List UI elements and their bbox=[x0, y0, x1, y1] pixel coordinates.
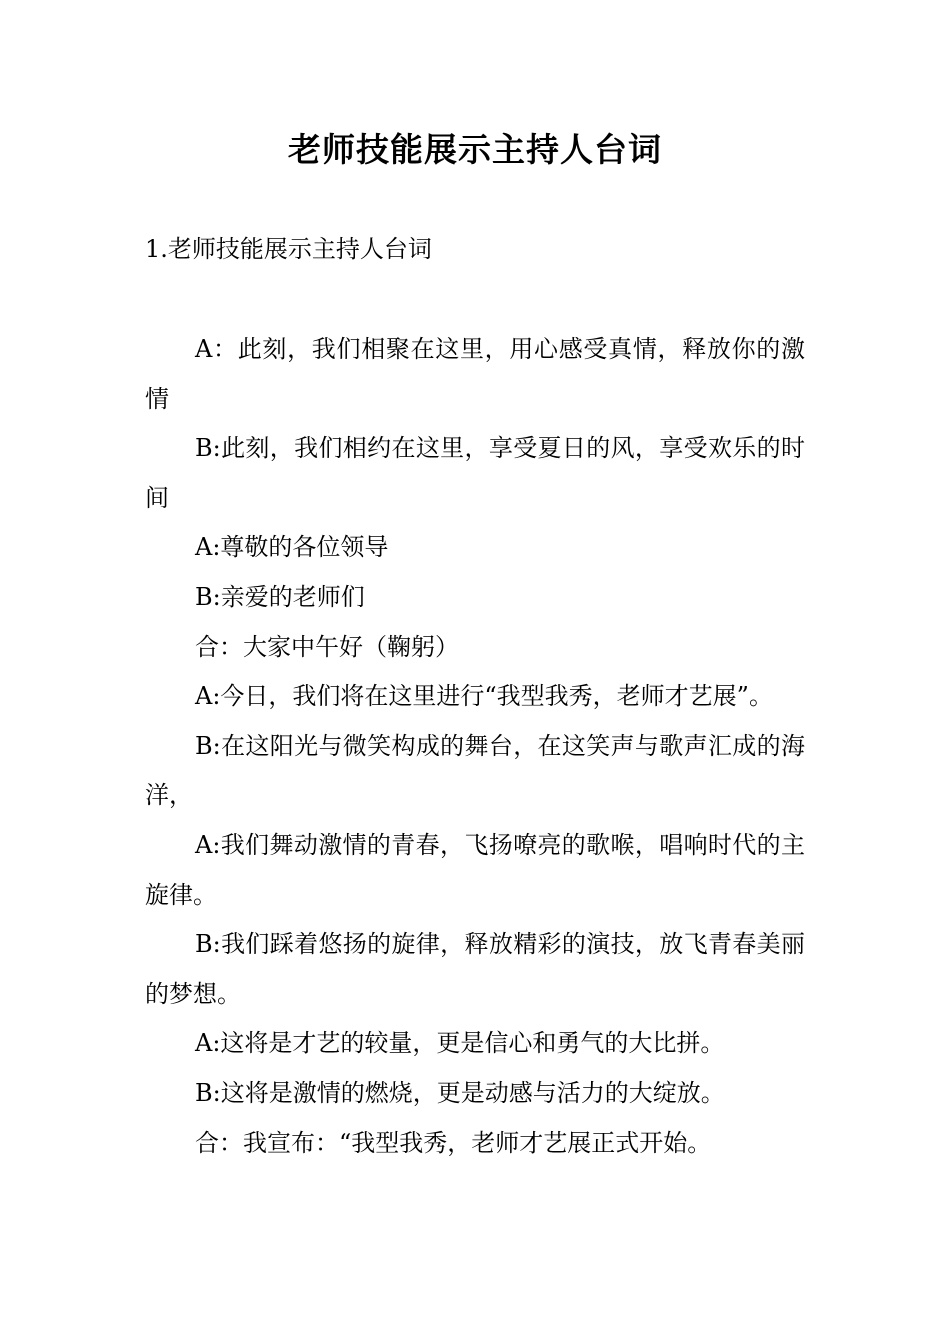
paragraph: A：此刻，我们相聚在这里，用心感受真情，释放你的激情 bbox=[145, 335, 805, 413]
paragraph: B:这将是激情的燃烧，更是动感与活力的大绽放。 bbox=[195, 1078, 725, 1107]
paragraph: B:我们踩着悠扬的旋律，释放精彩的演技，放飞青春美丽的梦想。 bbox=[145, 930, 805, 1008]
paragraph: B:此刻，我们相约在这里，享受夏日的风，享受欢乐的时间 bbox=[145, 434, 805, 512]
document-body bbox=[145, 325, 805, 1168]
paragraph: 合：我宣布：“我型我秀，老师才艺展正式开始。 bbox=[195, 1128, 712, 1157]
paragraph: A:我们舞动激情的青春，飞扬嘹亮的歌喉，唱响时代的主旋律。 bbox=[145, 830, 805, 909]
paragraph: A:尊敬的各位领导 bbox=[195, 533, 389, 562]
paragraph: A:这将是才艺的较量，更是信心和勇气的大比拼。 bbox=[195, 1029, 725, 1058]
document-title: 老师技能展示主持人台词 bbox=[288, 130, 662, 169]
paragraph: B:亲爱的老师们 bbox=[195, 582, 365, 611]
section-heading: 1.老师技能展示主持人台词 bbox=[145, 235, 432, 263]
paragraph: B:在这阳光与微笑构成的舞台，在这笑声与歌声汇成的海洋， bbox=[145, 731, 805, 810]
paragraph: 合：大家中午好（鞠躬） bbox=[195, 632, 459, 661]
paragraph: A:今日，我们将在这里进行“我型我秀，老师才艺展”。 bbox=[195, 682, 773, 711]
